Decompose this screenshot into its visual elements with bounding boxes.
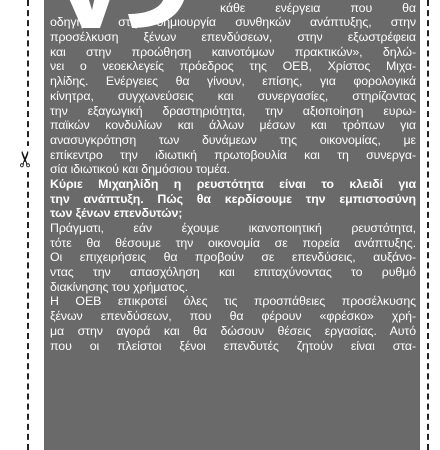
article-line: σία ιδιωτικού και δημόσιου τομέα. (50, 162, 231, 177)
article-line: προσέλκυση ξένων επενδύσεων, στην εξωστρέφεια (50, 30, 416, 45)
article-panel (44, 0, 420, 450)
article-line: Η ΟΕΒ επικροτεί όλες τις προσπάθειες προσέλκυσης (50, 294, 416, 309)
article-line: ξένων επενδύσεων, που θα φέρουν «φρέσκο» χρή- (50, 309, 416, 324)
article-line: την εξαγωγική δραστηριότητα, την αξιοποίηση ευρω- (50, 103, 416, 118)
article-line: ντας την απασχόληση και επιταχύνοντας το ρυθμό (50, 265, 416, 280)
article-line: ηλίδης. Ενέργειες θα γίνουν, επίσης, για φορολογικά (50, 74, 416, 89)
cut-line-right (427, 0, 429, 450)
article-line: νει ο νεοεκλεγείς πρόεδρος της ΟΕΒ, Χρίστος Μιχα- (50, 59, 416, 74)
article-line: τότε θα θέσουμε την οικονομία σε πορεία ανάπτυξης. (50, 235, 416, 250)
article-line: Οι επιχειρήσεις θα προβούν σε επενδύσεις, αυξάνο- (50, 250, 416, 265)
article-line: ανασυγκρότηση των δυνάμεων της οικονομίας, με (50, 132, 416, 147)
article-body (50, 0, 416, 353)
article-line: Πράγματι, εάν έχουμε ικανοποιητική ρευστότητα, (50, 221, 416, 235)
scissors-icon: ✂ (14, 146, 40, 172)
article-line: κίνητρα, συγχωνεύσεις και συνεργασίες, στηρίζοντας (50, 88, 416, 103)
article-line: των ξένων επενδυτών; (50, 206, 183, 221)
article-line: παϊκών κονδυλίων και άλλων μέσων και τρόπων για (50, 118, 416, 133)
article-line: μα στην αγορά και θα δώσουν θέσεις εργασίας. Αυτό (50, 323, 416, 338)
article-line: που οι πλείστοι ξένοι επενδυτές ζητούν είναι στα- (50, 338, 416, 353)
article-line: και στην προώθηση καινοτόμων πρακτικών», δηλώ- (50, 44, 416, 59)
article-line: οδηγήσει στη δημιουργία συνθηκών ανάπτυξης, στην (50, 15, 416, 30)
article-line: επίκεντρο την ιδιωτική πρωτοβουλία και τη συνεργα- (50, 147, 416, 162)
article-line: την ανάπτυξη. Πώς θα κερδίσουμε την εμπιστοσύνη (50, 191, 416, 206)
article-line: κάθε ενέργεια που θα (220, 0, 416, 15)
article-line: διακίνησης του χρήματος. (50, 279, 188, 294)
cut-line-left (27, 0, 29, 450)
article-line: Κύριε Μιχαηλίδη η ρευστότητα είναι το κλειδί για (50, 176, 416, 191)
